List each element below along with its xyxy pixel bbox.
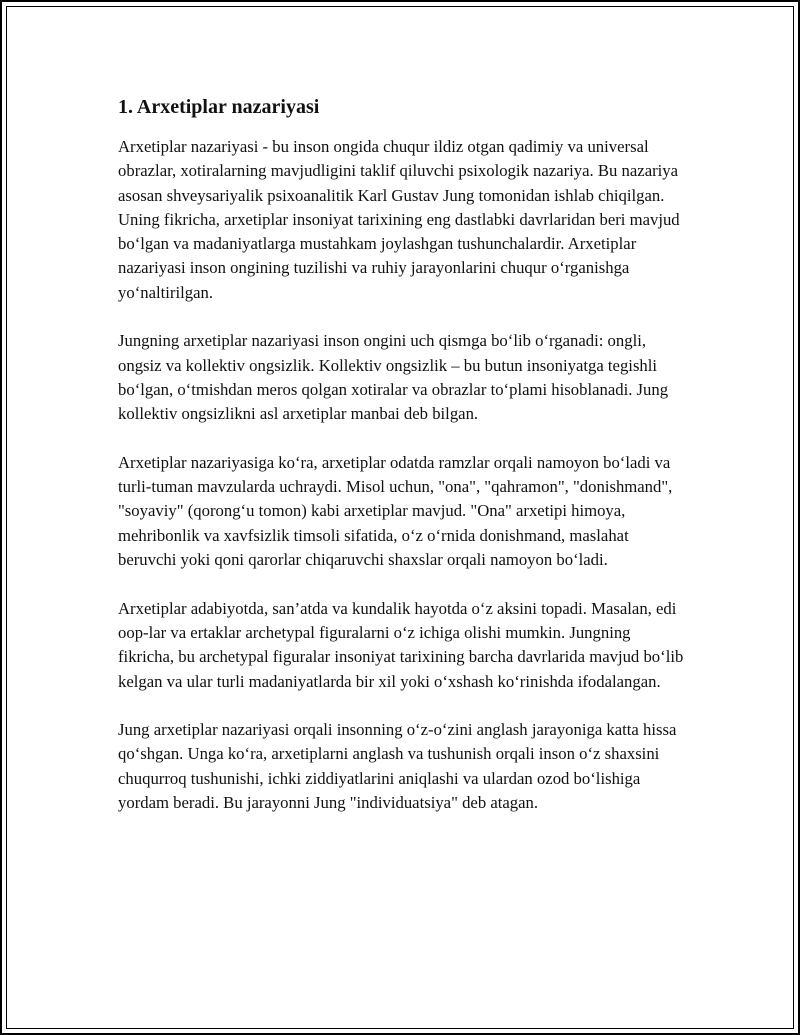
paragraph-2: Jungning arxetiplar nazariyasi inson ongini uch qismga bo‘lib o‘rganadi: ongli, ongsiz va kollektiv ongsizlik. Kollektiv ongsizlik – bu butun insoniyatga tegishli bo‘lgan, o‘tmishdan meros qolgan xotiralar va obrazlar to‘plami hisoblanadi. Jung kollektiv ongsizlikni asl arxetiplar manbai deb bilgan. <box>118 331 669 424</box>
section-heading: 1. Arxetiplar nazariyasi <box>118 96 320 118</box>
paragraph-1: Arxetiplar nazariyasi - bu inson ongida chuqur ildiz otgan qadimiy va universal obrazlar, xotiralarning mavjudligini taklif qiluvchi psixologik nazariya. Bu nazariya asosan shveysariyalik psixoanalitik Karl Gustav Jung tomonidan ishlab chiqilgan. Uning fikricha, arxetiplar insoniyat tarixining eng dastlabki davrlaridan beri mavjud bo‘lgan va madaniyatlarga mustahkam joylashgan tushunchalardir. Arxetiplar nazariyasi inson ongining tuzilishi va ruhiy jarayonlarini chuqur o‘rganishga yo‘naltirilgan. <box>118 137 680 302</box>
paragraph-3: Arxetiplar nazariyasiga ko‘ra, arxetiplar odatda ramzlar orqali namoyon bo‘ladi va turli-tuman mavzularda uchraydi. Misol uchun, "ona", "qahramon", "donishmand", "soyaviy" (qorong‘u tomon) kabi arxetiplar mavjud. "Ona" arxetipi himoya, mehribonlik va xavfsizlik timsoli sifatida, o‘z o‘rnida donishmand, maslahat beruvchi yoki qoni qarorlar chiqaruvchi shaxslar orqali namoyon bo‘ladi. <box>118 452 673 570</box>
paragraph-4: Arxetiplar adabiyotda, san’atda va kundalik hayotda o‘z aksini topadi. Masalan, edi oop-lar va ertaklar archetypal figuralarni o‘z ichiga olishi mumkin. Jungning fikricha, bu archetypal figuralar insoniyat tarixining barcha davrlarida mavjud bo‘lib kelgan va ular turli madaniyatlarda bir xil yoki o‘xshash ko‘rinishda ifodalangan. <box>118 598 684 691</box>
document-body <box>118 92 688 840</box>
paragraph-5: Jung arxetiplar nazariyasi orqali insonning o‘z-o‘zini anglash jarayoniga katta hissa qo‘shgan. Unga ko‘ra, arxetiplarni anglash va tushunish orqali inson o‘z shaxsini chuqurroq tushunishi, ichki ziddiyatlarini aniqlashi va ulardan ozod bo‘lishiga yordam beradi. Bu jarayonni Jung "individuatsiya" deb atagan. <box>118 720 677 813</box>
